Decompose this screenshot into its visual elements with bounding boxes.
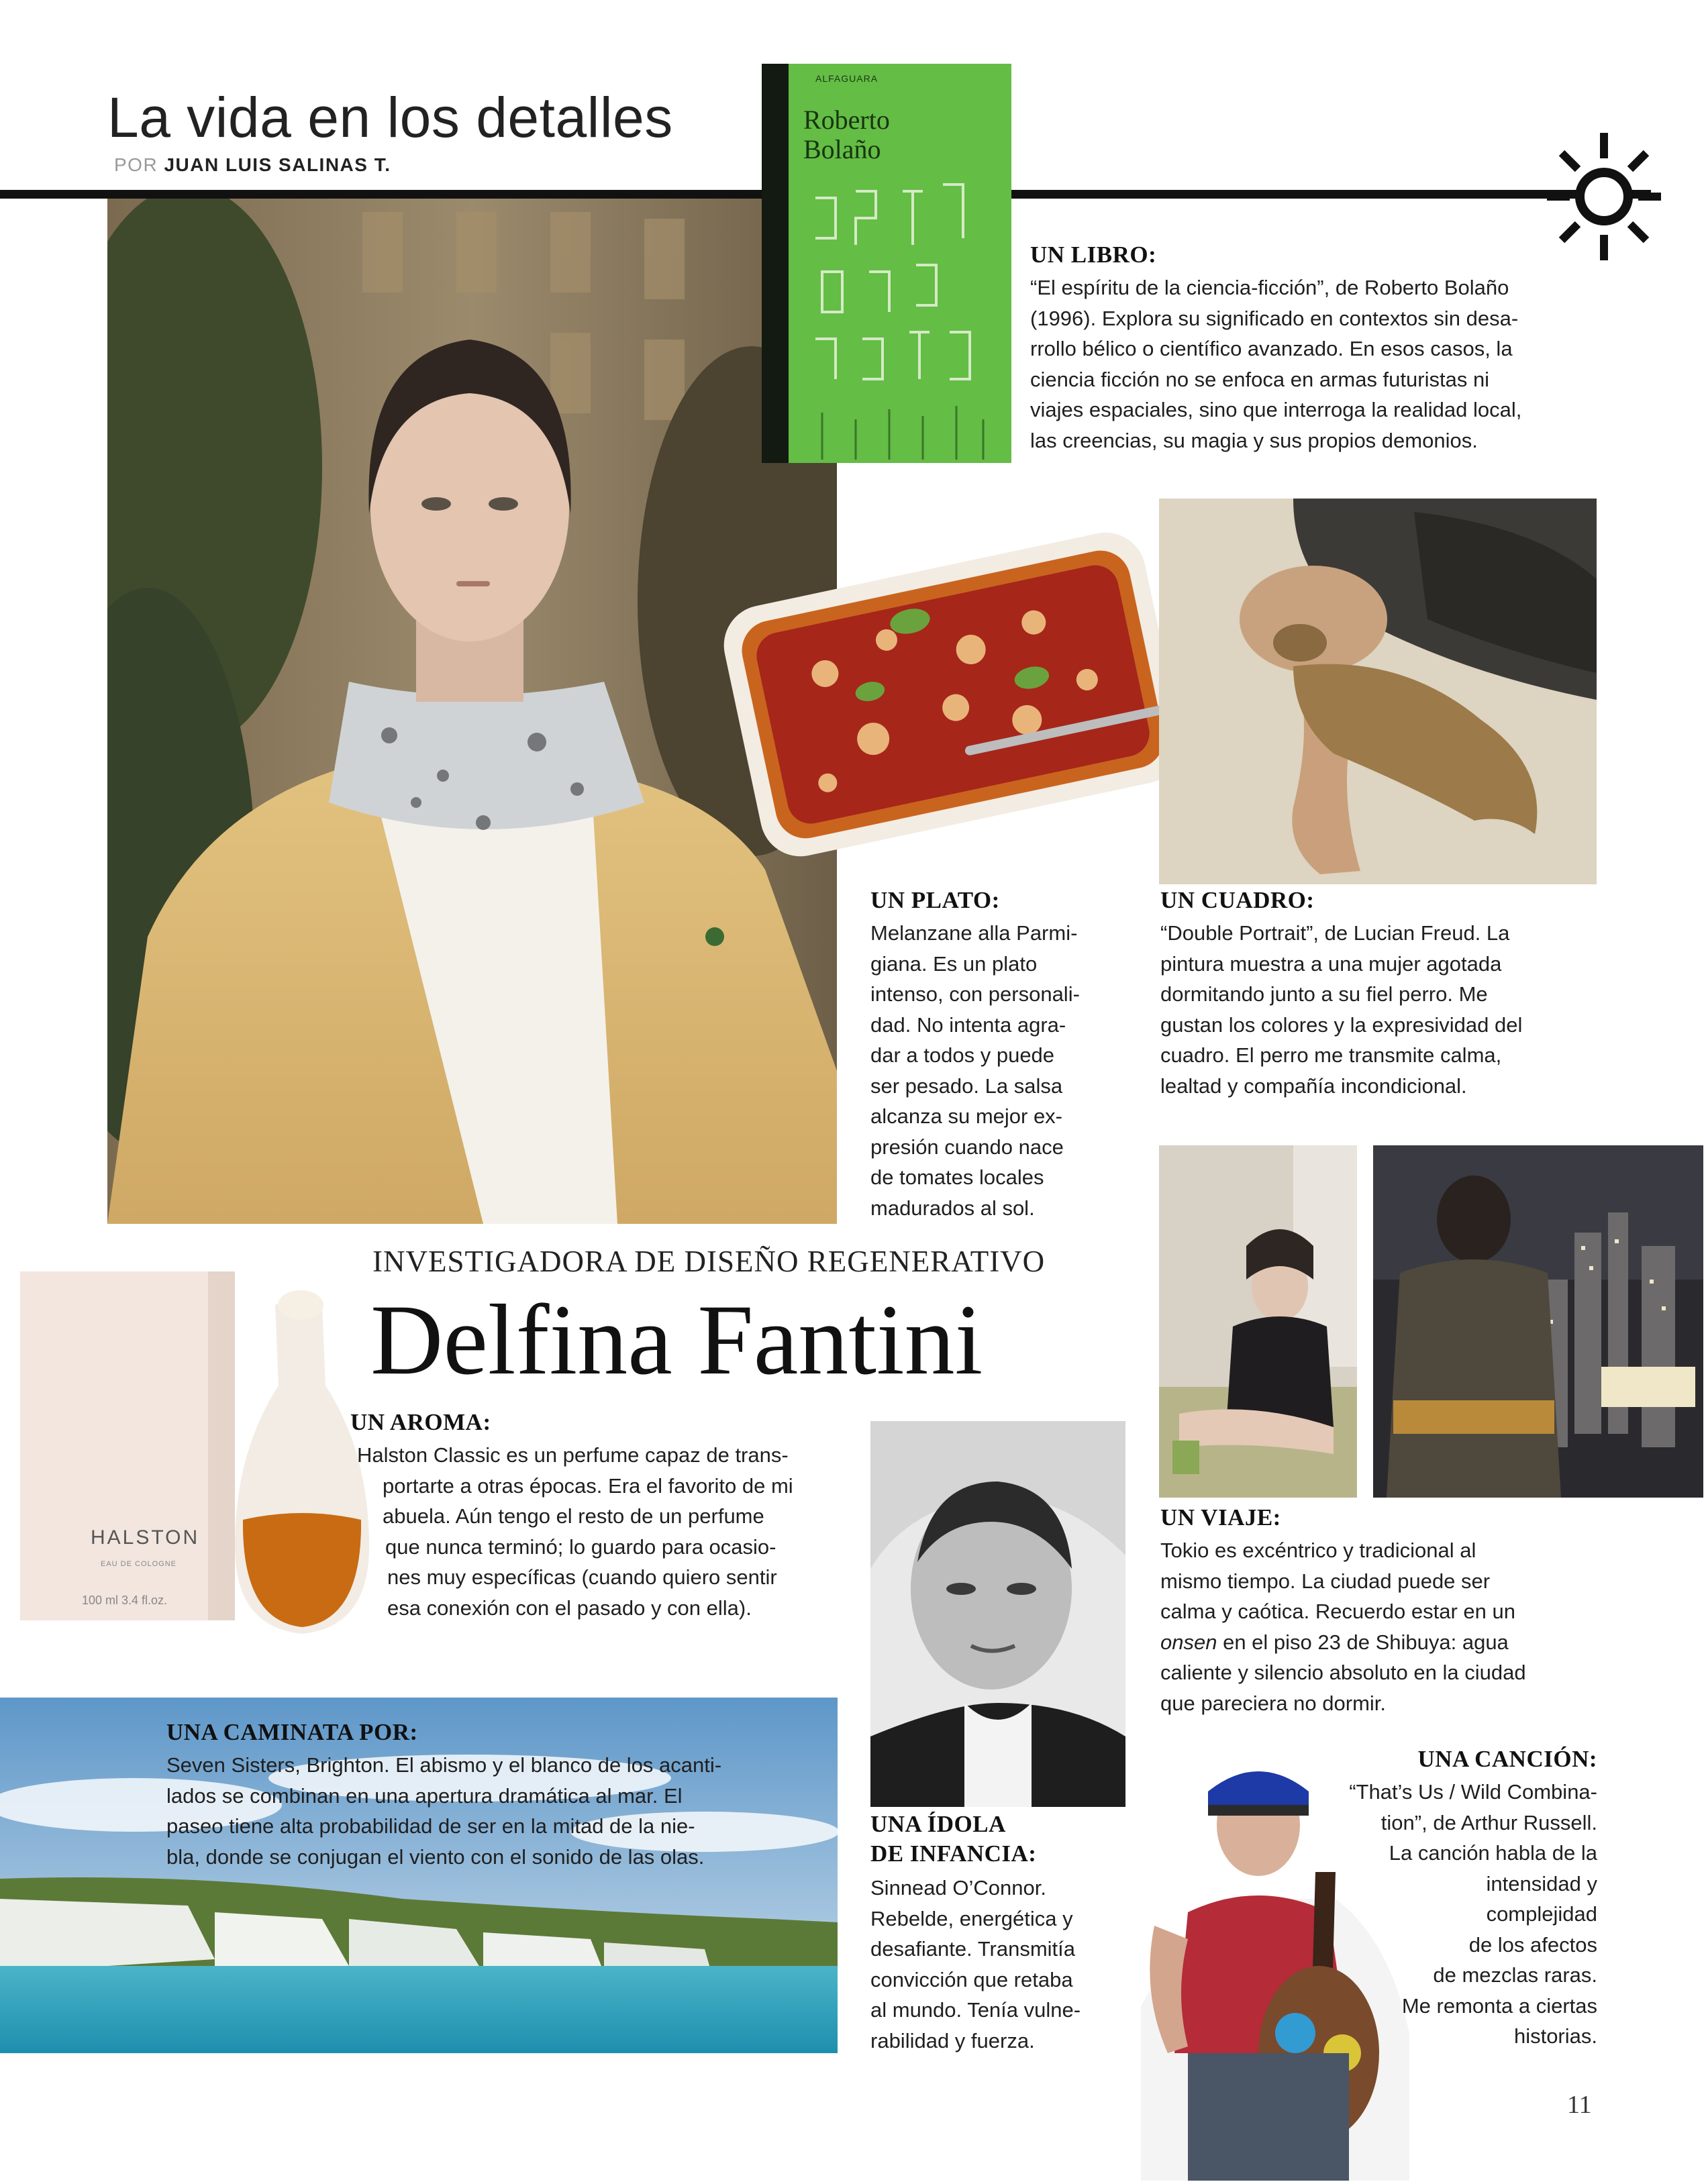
viaje-title: UN VIAJE: <box>1160 1504 1281 1530</box>
section-idola <box>870 1810 1152 2056</box>
byline-author: JUAN LUIS SALINAS T. <box>164 154 391 175</box>
viaje-text: Tokio es excéntrico y tradicional al mismo tiempo. La ciudad puede ser calma y caótica. Recuerdo estar en un onsen en el piso 23 de Shibuya: agua caliente y silencio absoluto en la ciudad que pareciera no dormir. <box>1160 1539 1526 1715</box>
aroma-text: Halston Classic es un perfume capaz de trans- portarte a otras épocas. Era el favorito de mi abuela. Aún tengo el resto de un perfume que nunca terminó; lo guardo para ocasio- nes muy específicas (cuando quiero sentir esa conexión con el pasado y con ella). <box>357 1443 793 1620</box>
section-caminata <box>166 1718 824 1872</box>
perfume-box-text-1: EAU DE COLOGNE <box>101 1560 177 1568</box>
cancion-text: “That’s Us / Wild Combina- tion”, de Arthur Russell. La canción habla de la intensidad y complejidad de los afectos de mezclas raras. Me remonta a ciertas historias. <box>1349 1780 1597 2048</box>
book-cover-image <box>762 64 1011 463</box>
cuadro-text: “Double Portrait”, de Lucian Freud. La pintura muestra a una mujer agotada dormitando junto a su fiel perro. Me gustan los colores y la expresividad del cuadro. El perro me transmite calma, lealtad y compañía incondicional. <box>1160 921 1523 1098</box>
page-number: 11 <box>1567 2091 1592 2119</box>
aroma-title: UN AROMA: <box>350 1409 491 1435</box>
section-plato <box>870 886 1139 1223</box>
byline-prefix: POR <box>114 154 158 175</box>
book-publisher: ALFAGUARA <box>815 73 879 84</box>
section-viaje <box>1160 1503 1617 1718</box>
section-cuadro <box>1160 886 1617 1101</box>
section-cancion <box>1181 1745 1597 2052</box>
perfume-brand: HALSTON <box>91 1526 200 1549</box>
libro-title: UN LIBRO: <box>1030 242 1157 268</box>
caminata-title: UNA CAMINATA POR: <box>166 1719 418 1745</box>
plato-title: UN PLATO: <box>870 887 1000 913</box>
dish-photo <box>698 493 1208 896</box>
perfume-box-text-2: 100 ml 3.4 fl.oz. <box>82 1594 168 1607</box>
cuadro-title: UN CUADRO: <box>1160 887 1315 913</box>
idol-photo <box>870 1421 1125 1807</box>
idola-text: Sinnead O’Connor. Rebelde, energética y desafiante. Transmitía convicción que retaba al mundo. Tenía vulne- rabilidad y fuerza. <box>870 1876 1081 2052</box>
section-libro <box>1030 240 1621 456</box>
book-author: Roberto Bolaño <box>803 105 890 164</box>
profile-role: INVESTIGADORA DE DISEÑO REGENERATIVO <box>372 1245 1046 1278</box>
idola-title: UNA ÍDOLA DE INFANCIA: <box>870 1811 1037 1867</box>
perfume-image <box>20 1265 376 1641</box>
profile-name: Delfina Fantini <box>370 1284 983 1396</box>
cancion-title: UNA CANCIÓN: <box>1417 1746 1597 1772</box>
caminata-text: Seven Sisters, Brighton. El abismo y el blanco de los acanti- lados se combinan en una apertura dramática al mar. El paseo tiene alta probabilidad de ser en la mitad de la nie- bla, donde se conjugan el viento con el sonido de las olas. <box>166 1753 722 1869</box>
plato-text: Melanzane alla Parmi- giana. Es un plato intenso, con personali- dad. No intenta agra- dar a todos y puede ser pesado. La salsa alcanza su mejor ex- presión cuando nace de tomates locales madurados al sol. <box>870 921 1080 1220</box>
page-title: La vida en los detalles <box>107 86 673 149</box>
section-aroma <box>350 1408 847 1623</box>
libro-text: “El espíritu de la ciencia-ficción”, de Roberto Bolaño (1996). Explora su significado en contextos sin desa- rrollo bélico o científico avanzado. En esos casos, la ciencia ficción no se enfoca en armas futuristas ni viajes espaciales, sino que interroga la realidad local, las creencias, su magia y sus propios demonios. <box>1030 276 1522 452</box>
byline <box>114 153 391 177</box>
tokyo-room-photo <box>1159 1145 1357 1498</box>
tokyo-city-photo <box>1373 1145 1703 1498</box>
painting-image <box>1159 499 1597 884</box>
